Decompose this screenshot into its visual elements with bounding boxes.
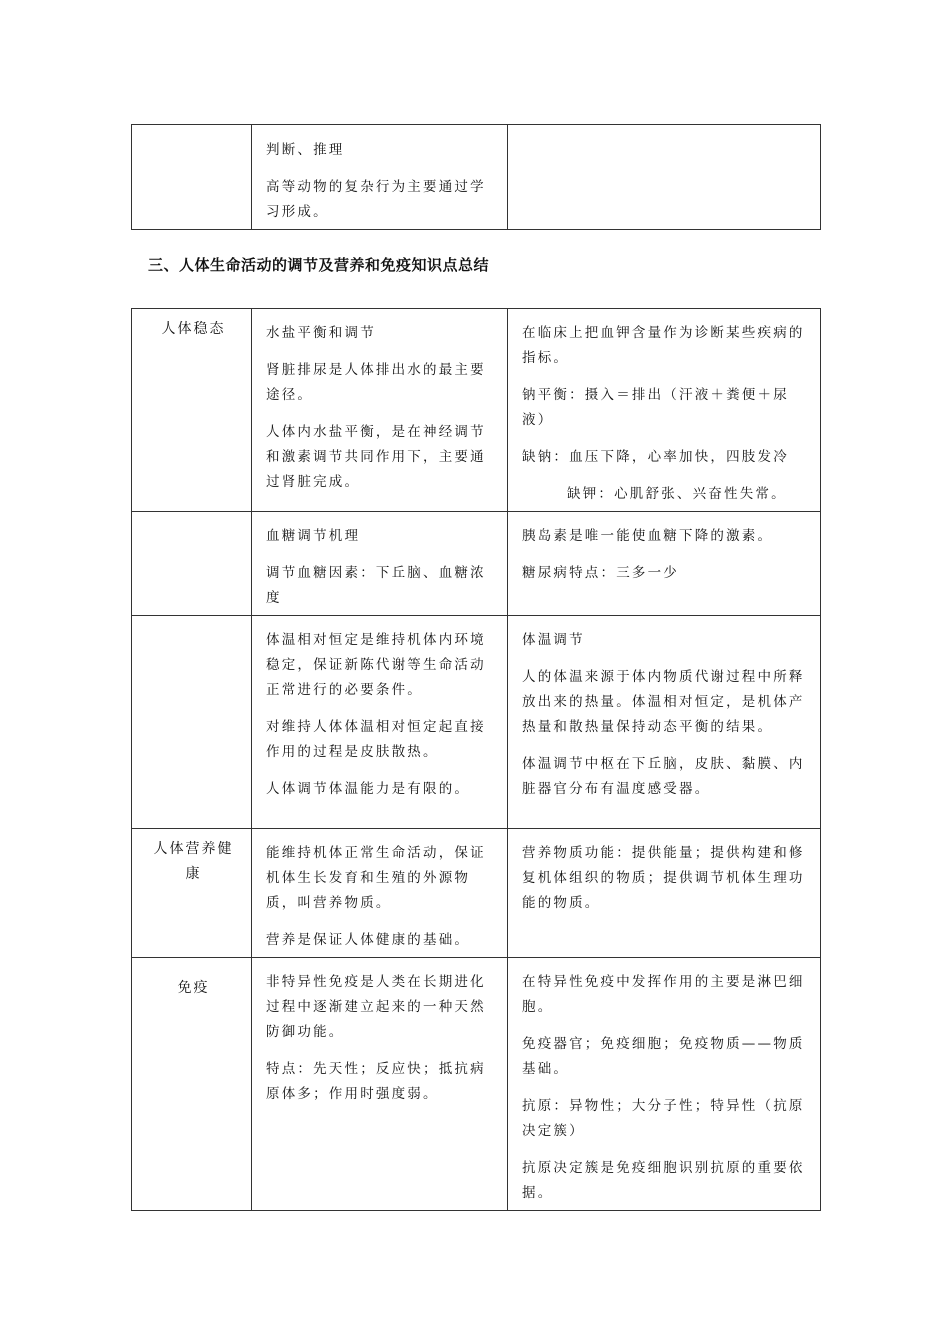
cell-paragraph: 钠平衡：摄入＝排出（汗液＋粪便＋尿液） — [522, 387, 789, 428]
cell-paragraph: 对维持人体体温相对恒定起直接作用的过程是皮肤散热。 — [266, 719, 486, 760]
main-table — [131, 308, 821, 1211]
cell-paragraph: 在临床上把血钾含量作为诊断某些疾病的指标。 — [522, 325, 805, 366]
cell-paragraph: 调节血糖因素：下丘脑、血糖浓度 — [266, 565, 486, 606]
table-row — [132, 512, 821, 616]
row-label-cell — [132, 829, 252, 958]
row-label-cell — [132, 309, 252, 512]
cell-paragraph: 能维持机体正常生命活动，保证机体生长发育和生殖的外源物质，叫营养物质。 — [266, 845, 486, 911]
note-cell — [508, 125, 821, 230]
row-label-cell — [132, 125, 252, 230]
content-cell — [252, 125, 508, 230]
note-cell — [508, 616, 821, 829]
cell-paragraph: 营养物质功能：提供能量；提供构建和修复机体组织的物质；提供调节机体生理功能的物质。 — [522, 845, 805, 911]
table-row — [132, 125, 821, 230]
cell-paragraph: 肾脏排尿是人体排出水的最主要途径。 — [266, 362, 486, 403]
cell-paragraph: 抗原决定簇是免疫细胞识别抗原的重要依据。 — [522, 1160, 805, 1201]
content-cell — [252, 512, 508, 616]
cell-paragraph: 营养是保证人体健康的基础。 — [266, 932, 471, 948]
cell-paragraph: 判断、推理 — [266, 142, 345, 158]
cell-paragraph: 在特异性免疫中发挥作用的主要是淋巴细胞。 — [522, 974, 805, 1015]
content-cell — [252, 958, 508, 1211]
note-cell — [508, 512, 821, 616]
cell-paragraph: 体温相对恒定是维持机体内环境稳定，保证新陈代谢等生命活动正常进行的必要条件。 — [266, 632, 486, 698]
cell-paragraph: 体温调节中枢在下丘脑，皮肤、黏膜、内脏器官分布有温度感受器。 — [522, 756, 805, 797]
cell-paragraph: 水盐平衡和调节 — [266, 325, 376, 341]
cell-paragraph: 高等动物的复杂行为主要通过学习形成。 — [266, 179, 486, 220]
cell-paragraph: 糖尿病特点：三多一少 — [522, 565, 679, 581]
cell-paragraph: 血糖调节机理 — [266, 528, 361, 544]
row-label-cell — [132, 512, 252, 616]
cell-paragraph: 缺钾：心肌舒张、兴奋性失常。 — [567, 486, 787, 502]
content-cell — [252, 616, 508, 829]
cell-paragraph: 人体调节体温能力是有限的。 — [266, 781, 471, 797]
table-row — [132, 309, 821, 512]
section-heading: 三、人体生命活动的调节及营养和免疫知识点总结 — [148, 256, 490, 274]
cell-paragraph: 特点：先天性；反应快；抵抗病原体多；作用时强度弱。 — [266, 1061, 486, 1102]
cell-paragraph: 胰岛素是唯一能使血糖下降的激素。 — [522, 528, 774, 544]
note-cell — [508, 958, 821, 1211]
table-row — [132, 829, 821, 958]
row-label: 免疫 — [177, 980, 210, 996]
row-label: 人体稳态 — [161, 321, 226, 337]
table-row — [132, 616, 821, 829]
cell-paragraph: 非特异性免疫是人类在长期进化过程中逐渐建立起来的一种天然防御功能。 — [266, 974, 486, 1040]
note-cell — [508, 309, 821, 512]
cell-paragraph: 体温调节 — [522, 632, 585, 648]
content-cell — [252, 309, 508, 512]
content-cell — [252, 829, 508, 958]
note-cell — [508, 829, 821, 958]
cell-paragraph: 免疫器官；免疫细胞；免疫物质——物质基础。 — [522, 1036, 805, 1077]
row-label: 人体营养健康 — [153, 841, 234, 882]
cell-paragraph: 缺钠：血压下降，心率加快，四肢发冷 — [522, 449, 789, 465]
top-table — [131, 124, 821, 230]
row-label-cell — [132, 616, 252, 829]
table-row — [132, 958, 821, 1211]
row-label-cell — [132, 958, 252, 1211]
cell-paragraph: 人体内水盐平衡，是在神经调节和激素调节共同作用下，主要通过肾脏完成。 — [266, 424, 486, 490]
cell-paragraph: 人的体温来源于体内物质代谢过程中所释放出来的热量。体温相对恒定，是机体产热量和散热量保持动态平衡的结果。 — [522, 669, 805, 735]
cell-paragraph: 抗原：异物性；大分子性；特异性（抗原决定簇） — [522, 1098, 805, 1139]
